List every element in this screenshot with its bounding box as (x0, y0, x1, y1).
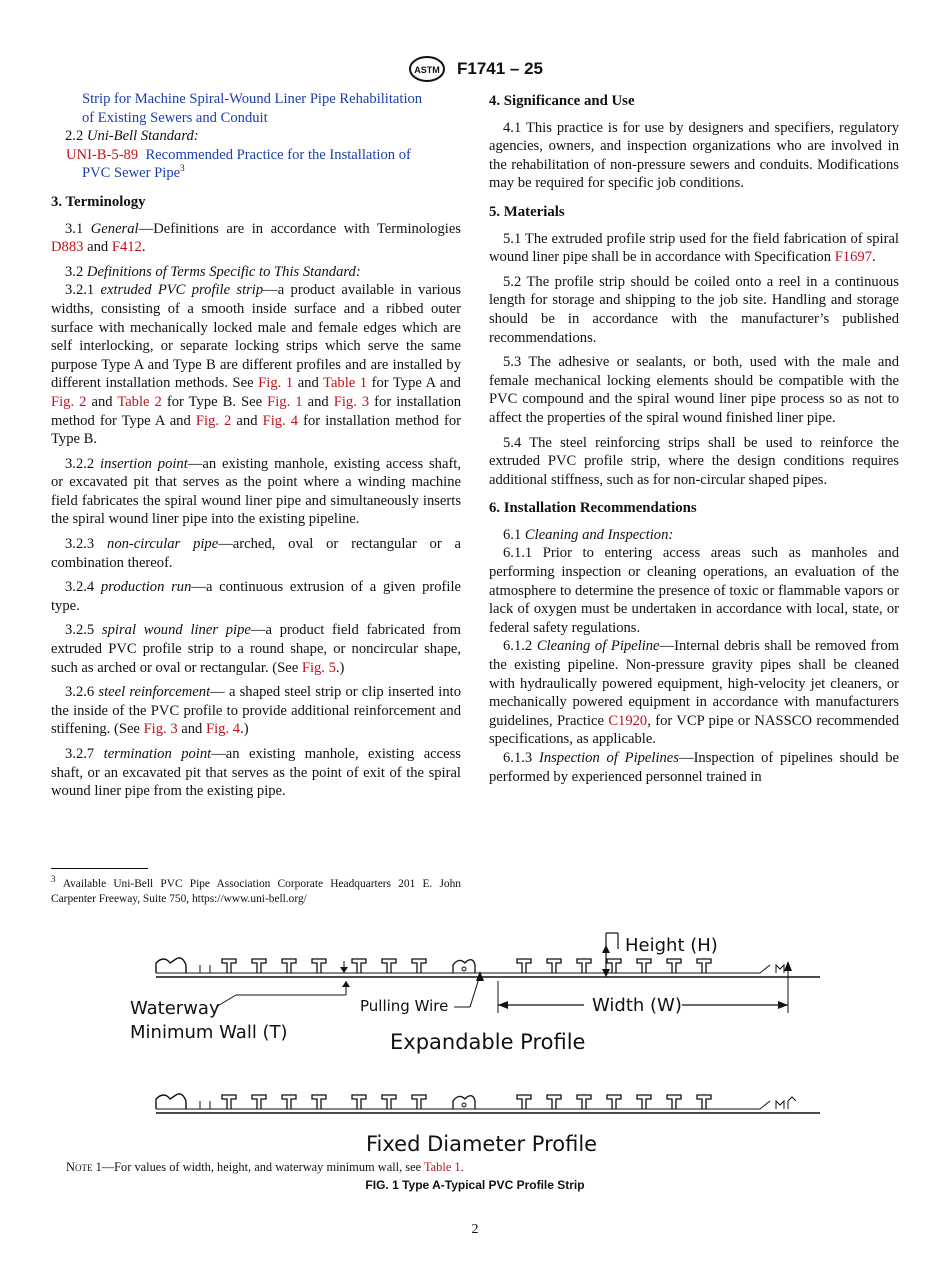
para-3-1: 3.1 General—Definitions are in accordance with Terminologies D883 and F412. (51, 220, 461, 256)
unibell-reference[interactable]: UNI-B-5-89 Recommended Practice for the Installation of PVC Sewer Pipe$^3$ (66, 146, 411, 182)
link-fig-5[interactable]: Fig. 5 (301, 659, 336, 676)
link-table-1[interactable]: Table 1 (323, 375, 368, 392)
para-3-2-3: 3.2.3 non-circular pipe—arched, oval or rectangular or a combination thereof. (51, 536, 462, 571)
fixed-profile-shape (156, 1094, 820, 1113)
link-f1697[interactable]: F1697 (834, 249, 872, 266)
left-column (51, 90, 461, 807)
para-3-2-4: 3.2.4 production run—a continuous extrusion of a given profile type. (51, 579, 461, 614)
fixed-profile-label: Fixed Diameter Profile (366, 1132, 598, 1156)
astm-logo-icon (407, 56, 447, 82)
para-3-2-2: 3.2.2 insertion point—an existing manhole, existing access shaft, or excavated pit that serves as the point where a winding machine field fabricates the spiral wound liner pipe and simultaneously inserts the spiral wound liner pipe into the existing pipeline. (51, 455, 462, 528)
link-fig-3b[interactable]: Fig. 3 (143, 721, 178, 738)
designation: F1741 – 25 (456, 59, 543, 78)
page-number: 2 (471, 1222, 479, 1237)
section-3-heading: 3. Terminology (51, 193, 146, 210)
height-dimension (602, 933, 718, 977)
width-dimension (498, 961, 792, 1016)
link-c1920[interactable]: C1920 (608, 712, 648, 729)
link-note-table-1[interactable]: Table 1 (423, 1160, 461, 1174)
para-4-1: 4.1 This practice is for use by designers and specifiers, regulatory agencies, owners, and inspection organizations who are involved in the rehabilitation of non-pressure sewers and conduits. Modifications may be required for specific job conditions. (489, 119, 900, 192)
section-6-heading: 6. Installation Recommendations (489, 500, 697, 517)
figure-caption: FIG. 1 Type A-Typical PVC Profile Strip (365, 1178, 585, 1192)
para-5-3: 5.3 The adhesive or sealants, or both, used with the male and female mechanical locking elements should be compatible with the PVC compound and the spiral wound liner pipe process so as not to affect the properties of the spiral wound finished liner pipe. (489, 354, 899, 426)
link-fig-1[interactable]: Fig. 1 (258, 375, 294, 392)
para-6-1-3: 6.1.3 Inspection of Pipelines—Inspection of pipelines should be performed by experienced personnel trained in (489, 750, 899, 785)
right-column (489, 90, 899, 792)
footnote: $^3$ Available Uni-Bell PVC Pipe Association Corporate Headquarters 201 E. John Carpenter Freeway, Suite 750, https://www.uni-bell.org/ (51, 874, 461, 905)
para-3-2-6: 3.2.6 steel reinforcement— a shaped steel strip or clip inserted into the inside of the PVC profile to provide additional reinforcement and stiffening. (See Fig. 3 and Fig. 4.) (51, 684, 462, 738)
link-fig-2b[interactable]: Fig. 2 (195, 412, 232, 429)
svg-text:ASTM: ASTM (414, 65, 440, 75)
figure-1-drawing (120, 925, 830, 1160)
waterway-label: Waterway (130, 998, 220, 1019)
para-5-4: 5.4 The steel reinforcing strips shall be used to reinforce the extruded PVC profile strip, where the design conditions requires additional stiffness, such as for non-circular shaped pipes. (489, 434, 900, 488)
link-fig-3[interactable]: Fig. 3 (333, 393, 370, 410)
link-table-2[interactable]: Table 2 (117, 393, 162, 410)
link-d883[interactable]: D883 (51, 239, 84, 256)
para-3-2-7: 3.2.7 termination point—an existing manhole, existing access shaft, or an excavated pit that serves as the point of exit of the spiral wound liner pipe from the existing pipe. (51, 746, 461, 800)
section-4-heading: 4. Significance and Use (489, 93, 635, 109)
width-label: Width (W) (592, 995, 682, 1016)
para-6-1-1: 6.1.1 Prior to entering access areas such as manholes and performing inspection or cleaning operations, an evaluation of the atmosphere to determine the presence of toxic or flammable vapors or lack of oxygen must be undertaken in accordance with local, state, or federal safety regulations. (489, 545, 899, 636)
expandable-profile-label: Expandable Profile (390, 1030, 586, 1054)
para-5-1: 5.1 The extruded profile strip used for the field fabrication of spiral wound liner pipe shall be in accordance with Specification F1697. (489, 230, 899, 266)
figure-note: Note 1—For values of width, height, and waterway minimum wall, see Table 1. (66, 1160, 464, 1174)
height-label: Height (H) (625, 935, 718, 956)
footnote-rule (51, 868, 148, 869)
pulling-wire-label: Pulling Wire (360, 997, 449, 1015)
link-f412[interactable]: F412 (111, 239, 142, 256)
unibell-heading: 2.2 Uni-Bell Standard: (65, 128, 199, 145)
section-5-heading: 5. Materials (489, 203, 565, 220)
link-fig-1b[interactable]: Fig. 1 (267, 393, 303, 410)
para-3-2-5: 3.2.5 spiral wound liner pipe—a product field fabricated from extruded PVC profile strip to a round shape, or noncircular shape, such as arched or oval or rectangular. (See Fig. 5.) (51, 622, 461, 676)
para-6-1: 6.1 Cleaning and Inspection: (503, 526, 674, 543)
page-header (0, 56, 950, 84)
expandable-profile-shape (156, 958, 820, 977)
link-fig-4b[interactable]: Fig. 4 (206, 721, 241, 738)
reference-continuation[interactable]: Strip for Machine Spiral-Wound Liner Pipe Rehabilitation of Existing Sewers and Conduit (82, 91, 423, 126)
para-6-1-2: 6.1.2 Cleaning of Pipeline—Internal debris shall be removed from the existing pipeline. Non-pressure gravity pipes shall be cleaned with hydraulically powered equipment, high-velocity jet cleaners, or mechanically powered equipment in accordance with manufacturers guidelines, Practice C1920, for VCP pipe or NASSCO recommended specifications, as applicable. (489, 638, 900, 748)
para-5-2: 5.2 The profile strip should be coiled onto a reel in a continuous length for storage and shipping to the job site. Handling and storage should be in accordance with the manufacturer’s published recommendations. (489, 273, 899, 346)
para-3-2: 3.2 Definitions of Terms Specific to This Standard: (65, 263, 361, 280)
link-fig-4[interactable]: Fig. 4 (262, 412, 299, 429)
min-wall-label: Minimum Wall (T) (130, 1022, 288, 1043)
link-fig-2[interactable]: Fig. 2 (51, 393, 87, 410)
para-3-2-1: 3.2.1 extruded PVC profile strip—a product available in various widths, consisting of a smooth inside surface and a ribbed outer surface with mechanically locked male and female edges which are self interlocking, or separate locking strips which serve the same purpose Type A and Type B are different profiles and are installed by different installation methods. See Fig. 1 and Table 1 for Type A and Fig. 2 and Table 2 for Type B. See Fig. 1 and Fig. 3 for installation method for Type A and Fig. 2 and Fig. 4 for installation method for Type B. (51, 282, 462, 448)
